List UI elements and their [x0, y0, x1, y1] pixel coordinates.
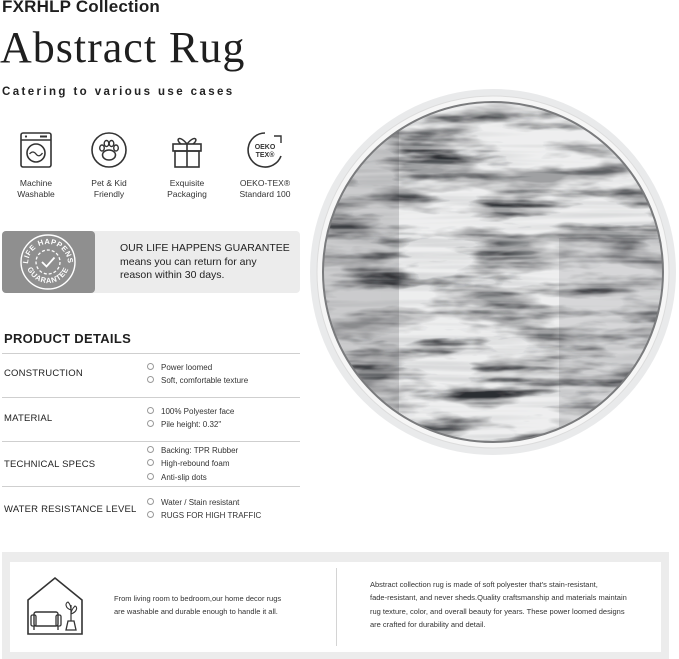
- product-subtitle: Catering to various use cases: [2, 86, 235, 98]
- oeko-tex-icon: [245, 130, 285, 170]
- feature-exquisite-packaging: [151, 130, 223, 200]
- vertical-divider: [336, 568, 337, 646]
- detail-label-construction: CONSTRUCTION: [4, 368, 83, 379]
- collection-name: FXRHLP Collection: [2, 0, 160, 16]
- detail-label-material: MATERIAL: [4, 413, 53, 424]
- paw-icon: [89, 130, 129, 170]
- detail-label-technical-specs: TECHNICAL SPECS: [4, 459, 96, 470]
- detail-bullet: 100% Polyester face: [147, 406, 234, 417]
- divider: [2, 486, 300, 487]
- feature-oeko-tex: [229, 130, 301, 200]
- detail-bullet: Backing: TPR Rubber: [147, 445, 238, 456]
- feature-label: Pet & Kid Friendly: [91, 178, 127, 199]
- product-details-title: PRODUCT DETAILS: [4, 331, 132, 346]
- home-decor-icon: [24, 572, 86, 638]
- guarantee-seal-icon: [2, 231, 95, 293]
- divider: [2, 353, 300, 354]
- washing-machine-icon: [16, 130, 56, 170]
- svg-text:OEKO: OEKO: [254, 144, 276, 151]
- detail-bullet: Anti-slip dots: [147, 472, 207, 483]
- feature-label: OEKO-TEX® Standard 100: [239, 178, 291, 199]
- gift-box-icon: [167, 130, 207, 170]
- bottom-info-card: [10, 562, 661, 652]
- detail-bullet: High-rebound foam: [147, 458, 229, 469]
- detail-bullet: Power loomed: [147, 362, 212, 373]
- feature-machine-washable: [0, 130, 72, 200]
- rug-image: [309, 88, 677, 456]
- round-abstract-rug: [309, 88, 677, 456]
- detail-bullet: Pile height: 0.32": [147, 419, 221, 430]
- detail-bullet: Soft, comfortable texture: [147, 375, 248, 386]
- feature-label: Exquisite Packaging: [167, 178, 207, 199]
- product-title: Abstract Rug: [0, 23, 246, 72]
- guarantee-badge-box: [2, 231, 95, 293]
- divider: [2, 397, 300, 398]
- divider: [2, 441, 300, 442]
- svg-text:GUARANTEE: GUARANTEE: [25, 265, 71, 286]
- guarantee-text: OUR LIFE HAPPENS GUARANTEE means you can return for any reason within 30 days.: [120, 242, 290, 281]
- detail-label-water-resistance: WATER RESISTANCE LEVEL: [4, 504, 137, 515]
- detail-bullet: RUGS FOR HIGH TRAFFIC: [147, 510, 261, 521]
- detail-bullet: Water / Stain resistant: [147, 497, 239, 508]
- bottom-right-text: Abstract collection rug is made of soft polyester that's stain-resistant, fade-resistant, and never sheds.Quality craftsmanship and materials maintain rug texture, color, and overall beauty for years. These power loomed designs are crafted for durability and detail.: [370, 580, 627, 630]
- svg-text:LIFE HAPPENS: LIFE HAPPENS: [20, 236, 76, 265]
- guarantee-banner: [2, 231, 300, 293]
- bottom-left-text: From living room to bedroom,our home decor rugs are washable and durable enough to handle it all.: [114, 594, 282, 616]
- feature-pet-kid-friendly: [73, 130, 145, 200]
- svg-text:TEX®: TEX®: [255, 152, 275, 159]
- bottom-info-panel: [2, 552, 669, 659]
- feature-label: Machine Washable: [17, 178, 55, 199]
